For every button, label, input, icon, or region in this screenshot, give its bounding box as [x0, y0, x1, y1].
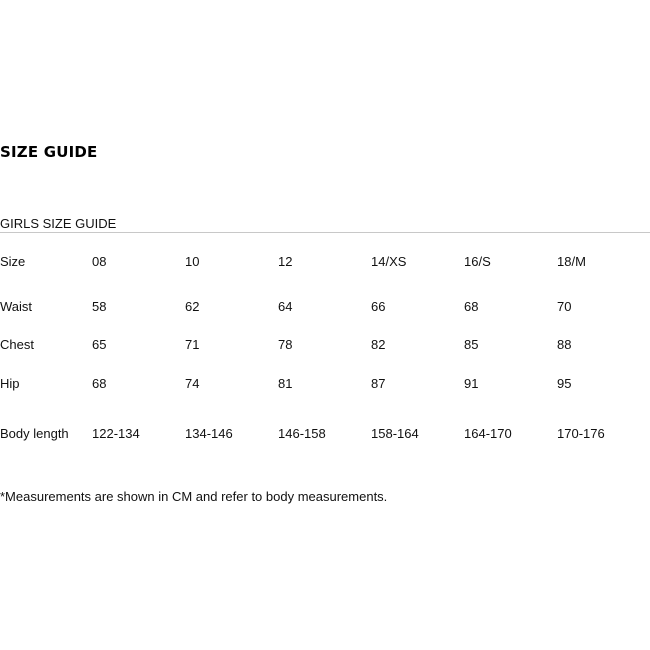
section-divider — [0, 232, 650, 233]
table-cell: 134-146 — [185, 426, 233, 441]
measurement-footnote: *Measurements are shown in CM and refer to body measurements. — [0, 489, 388, 504]
section-heading: GIRLS SIZE GUIDE — [0, 216, 117, 231]
row-label: Size — [0, 254, 26, 269]
table-row-chest — [0, 337, 650, 357]
table-cell: 146-158 — [278, 426, 326, 441]
table-cell: 14/XS — [371, 254, 407, 269]
row-label: Chest — [0, 337, 34, 352]
table-cell: 66 — [371, 299, 386, 314]
table-cell: 158-164 — [371, 426, 419, 441]
table-cell: 164-170 — [464, 426, 512, 441]
table-cell: 08 — [92, 254, 107, 269]
table-cell: 65 — [92, 337, 107, 352]
table-row-hip — [0, 376, 650, 396]
table-cell: 62 — [185, 299, 200, 314]
table-cell: 88 — [557, 337, 572, 352]
table-cell: 122-134 — [92, 426, 140, 441]
table-cell: 71 — [185, 337, 200, 352]
table-row-waist — [0, 299, 650, 319]
table-cell: 64 — [278, 299, 293, 314]
row-label: Waist — [0, 299, 33, 314]
table-row-body-length — [0, 426, 650, 446]
table-cell: 85 — [464, 337, 479, 352]
table-cell: 18/M — [557, 254, 586, 269]
table-cell: 74 — [185, 376, 200, 391]
page-title: SIZE GUIDE — [0, 143, 98, 161]
row-label: Body length — [0, 426, 69, 441]
table-cell: 87 — [371, 376, 386, 391]
table-cell: 95 — [557, 376, 572, 391]
table-cell: 78 — [278, 337, 293, 352]
table-cell: 68 — [92, 376, 107, 391]
table-cell: 70 — [557, 299, 572, 314]
table-cell: 68 — [464, 299, 479, 314]
table-cell: 16/S — [464, 254, 491, 269]
table-cell: 170-176 — [557, 426, 605, 441]
table-cell: 58 — [92, 299, 107, 314]
table-cell: 10 — [185, 254, 200, 269]
table-cell: 82 — [371, 337, 386, 352]
table-row-size — [0, 254, 650, 274]
table-cell: 91 — [464, 376, 479, 391]
row-label: Hip — [0, 376, 20, 391]
table-cell: 12 — [278, 254, 293, 269]
table-cell: 81 — [278, 376, 293, 391]
